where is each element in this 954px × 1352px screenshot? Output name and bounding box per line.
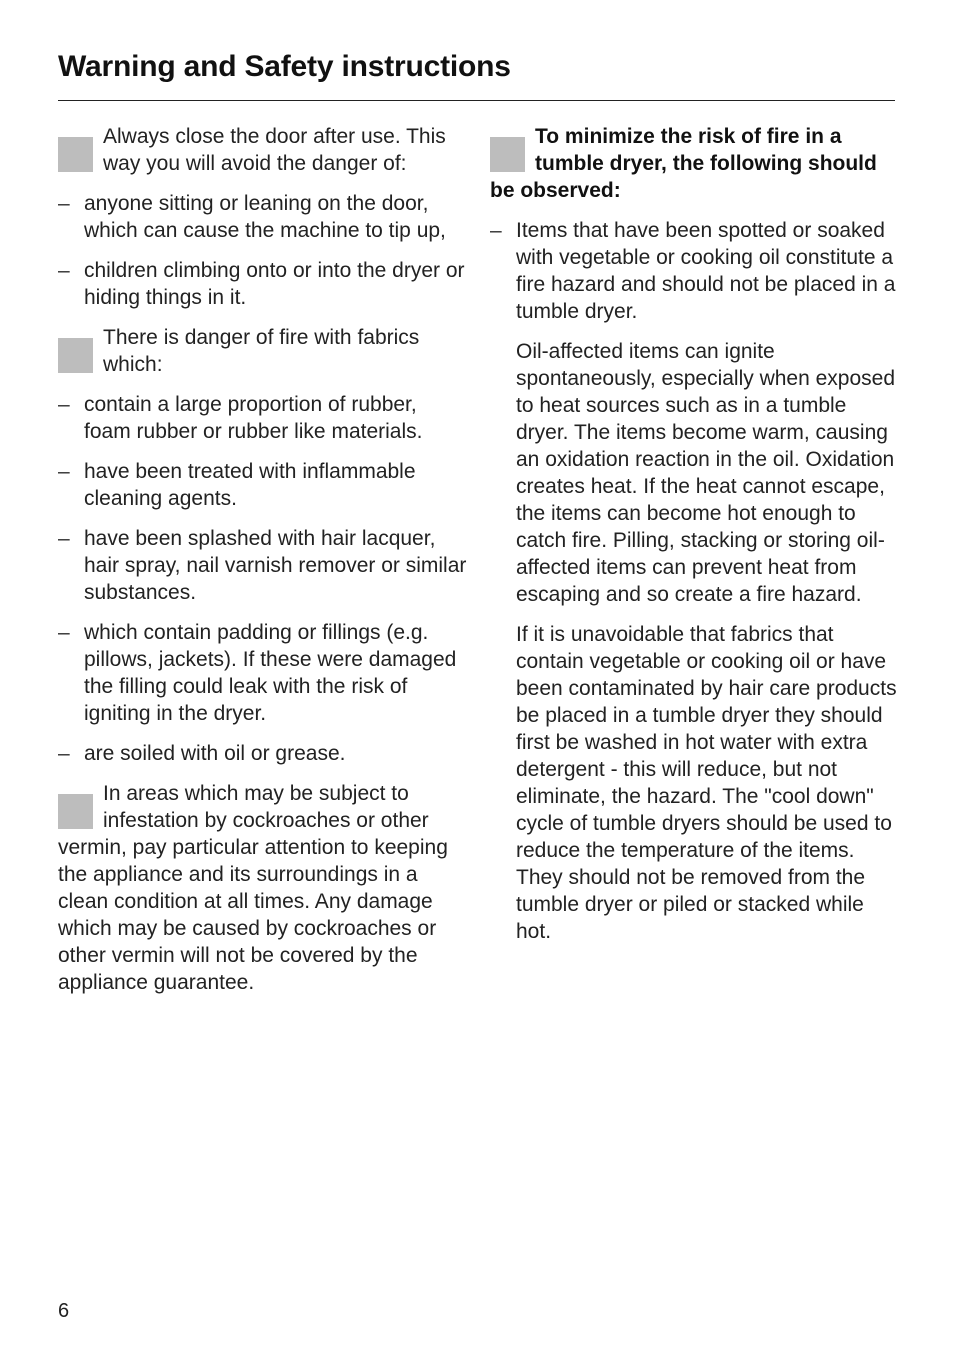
washing-advice-paragraph: If it is unavoidable that fabrics that contain vegetable or cooking oil or have been contaminated by hair care products be placed in a tumble dryer they should first be washed in hot water with extra detergent - this will reduce, but not eliminate, the hazard. The "cool down" cycle of tumble dryers should be used to reduce the temperature of the items. They should not be removed from the tumble dryer or piled or stacked while hot.: [516, 623, 897, 943]
title-divider: [58, 100, 895, 101]
list-item: – which contain padding or fillings (e.g. pillows, jackets). If these were damaged the filling could leak with the risk of igniting in the dryer.: [58, 619, 468, 727]
fire-danger-intro: [58, 324, 468, 378]
list-item: – contain a large proportion of rubber, foam rubber or rubber like materials.: [58, 391, 468, 445]
vermin-notice-text: In areas which may be subject to infestation by cockroaches or other vermin, pay particular attention to keeping the appliance and its surroundings in a clean condition at all times. Any damage which may be caused by cockroaches or other vermin will not be covered by the appliance guarantee.: [58, 782, 448, 994]
warning-marker-icon: [490, 137, 525, 172]
left-column: [58, 123, 468, 1009]
fire-risk-list: [490, 217, 900, 325]
warning-marker-icon: [58, 137, 93, 172]
door-safety-intro: [58, 123, 468, 177]
warning-marker-icon: [58, 338, 93, 373]
vermin-notice: [58, 780, 468, 996]
fire-risk-heading-text: To minimize the risk of fire in a tumble dryer, the following should be observed:: [490, 125, 877, 202]
list-item: – children climbing onto or into the dryer or hiding things in it.: [58, 257, 468, 311]
door-safety-text: Always close the door after use. This way you will avoid the danger of:: [103, 125, 446, 175]
right-column: [490, 123, 900, 958]
fire-risk-heading: [490, 123, 900, 204]
fire-danger-text: There is danger of fire with fabrics which:: [103, 326, 420, 376]
page-title: Warning and Safety instructions: [58, 50, 511, 83]
warning-marker-icon: [58, 794, 93, 829]
door-danger-list: [58, 190, 468, 311]
list-item: – are soiled with oil or grease.: [58, 740, 468, 767]
list-item: – anyone sitting or leaning on the door, which can cause the machine to tip up,: [58, 190, 468, 244]
fire-danger-list: [58, 391, 468, 767]
list-item: – have been splashed with hair lacquer, hair spray, nail varnish remover or similar substances.: [58, 525, 468, 606]
list-item: – have been treated with inflammable cleaning agents.: [58, 458, 468, 512]
list-item: – Items that have been spotted or soaked with vegetable or cooking oil constitute a fire hazard and should not be placed in a tumble dryer.: [490, 217, 900, 325]
oil-ignition-paragraph: Oil-affected items can ignite spontaneously, especially when exposed to heat sources such as in a tumble dryer. The items become warm, causing an oxidation reaction in the oil. Oxidation creates heat. If the heat cannot escape, the items can become hot enough to catch fire. Pilling, stacking or storing oil-affected items can prevent heat from escaping and so create a fire hazard.: [516, 340, 896, 606]
page-number: 6: [58, 1300, 70, 1322]
